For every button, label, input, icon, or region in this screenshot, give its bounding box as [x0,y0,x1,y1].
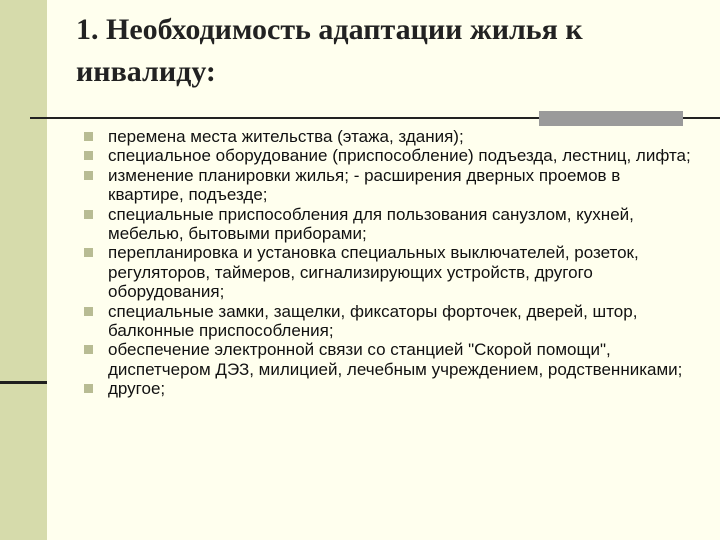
square-bullet-icon [84,171,93,180]
square-bullet-icon [84,151,93,160]
list-item [84,379,694,398]
list-item-text: перепланировка и установка специальных выключателей, розеток, регуляторов, таймеров, сигнализирующих устройств, другого оборудования; [108,243,639,302]
slide-title: 1. Необходимость адаптации жилья к инвалиду: [76,13,583,88]
list-item-text: другое; [108,379,166,399]
square-bullet-icon [84,307,93,316]
list-item [84,127,694,146]
square-bullet-icon [84,210,93,219]
square-bullet-icon [84,132,93,141]
list-item-text: специальное оборудование (приспособление) подъезда, лестниц, лифта; [108,146,691,166]
square-bullet-icon [84,248,93,257]
list-item [84,302,694,341]
side-band-divider [0,381,47,384]
list-item-text: специальные приспособления для пользования санузлом, кухней, мебелью, бытовыми приборами; [108,204,634,244]
list-item-text: обеспечение электронной связи со станцией "Скорой помощи", диспетчером ДЭЗ, милицией, лечебным учреждением, родственниками; [108,340,683,379]
side-decoration-band [0,0,47,540]
list-item [84,243,694,301]
accent-block [539,111,683,126]
bullet-list [84,127,694,399]
list-item [84,340,694,379]
list-item [84,205,694,244]
square-bullet-icon [84,345,93,354]
list-item [84,166,694,205]
square-bullet-icon [84,384,93,393]
list-item [84,146,694,165]
list-item-text: изменение планировки жилья; - расширения дверных проемов в квартире, подъезде; [108,165,621,205]
list-item-text: перемена места жительства (этажа, здания); [108,127,464,146]
list-item-text: специальные замки, защелки, фиксаторы форточек, дверей, штор, балконные приспособления; [108,301,638,341]
